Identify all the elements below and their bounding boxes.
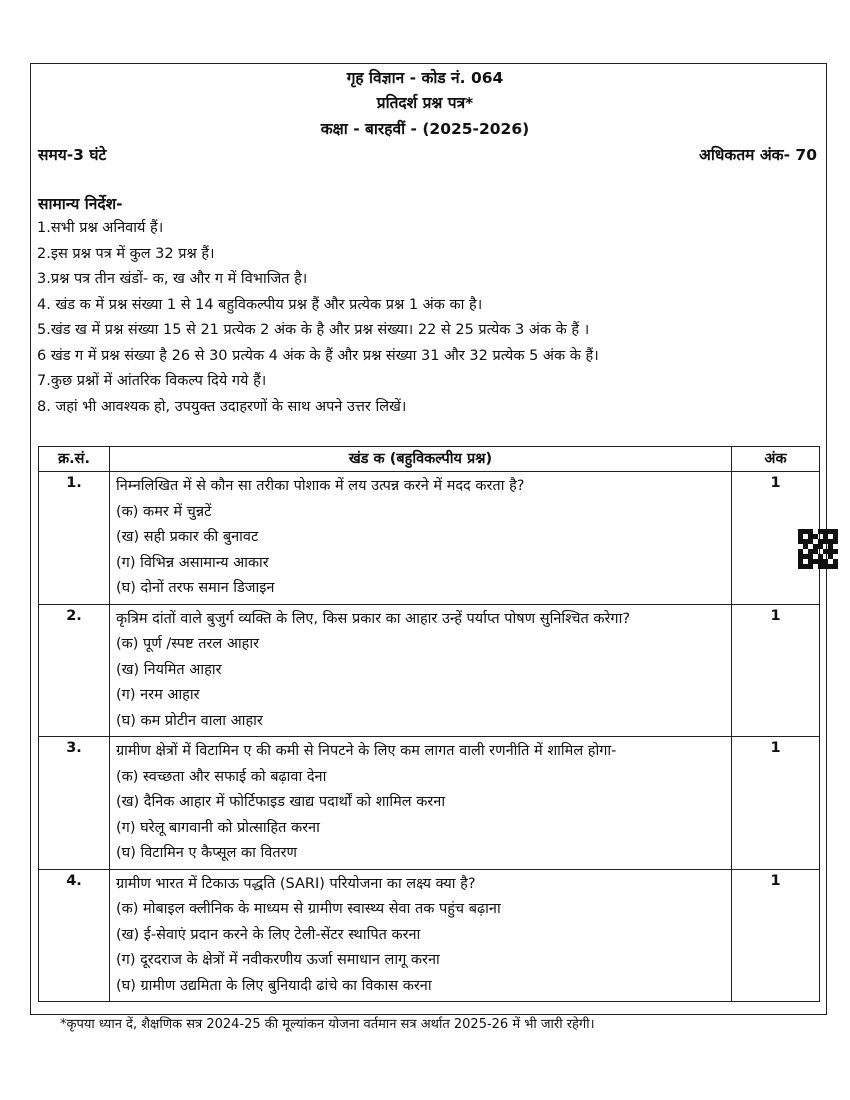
table-row — [39, 737, 820, 870]
option: (ख) दैनिक आहार में फोर्टिफाइड खाद्य पदार्थों को शामिल करना — [116, 794, 446, 810]
table-row — [39, 472, 820, 605]
option: (ख) ई-सेवाएं प्रदान करने के लिए टेली-सेंटर स्थापित करना — [116, 926, 421, 943]
question-cell — [110, 737, 732, 870]
option: (ग) विभिन्न असामान्य आकार — [116, 554, 269, 571]
instruction-item: 2.इस प्रश्न पत्र में कुल 32 प्रश्न हैं। — [37, 245, 215, 262]
option: (ग) घरेलू बागवानी को प्रोत्साहित करना — [116, 819, 320, 836]
option: (घ) ग्रामीण उद्यमिता के लिए बुनियादी ढांचे का विकास करना — [116, 977, 432, 994]
paper-type: प्रतिदर्श प्रश्न पत्र* — [376, 94, 474, 112]
option: (ख) नियमित आहार — [116, 661, 222, 678]
option: (क) कमर में चुन्नटें — [116, 503, 212, 520]
question-number: 3. — [39, 737, 110, 870]
option: (क) मोबाइल क्लीनिक के माध्यम से ग्रामीण स्वास्थ्य सेवा तक पहुंच बढ़ाना — [116, 901, 501, 917]
time-allowed: समय-3 घंटे — [38, 146, 107, 164]
question-text: निम्नलिखित में से कौन सा तरीका पोशाक में लय उत्पन्न करने में मदद करता है? — [116, 478, 525, 494]
option: (ख) सही प्रकार की बुनावट — [116, 529, 259, 545]
question-number: 1. — [39, 472, 110, 605]
question-marks: 1 — [732, 604, 820, 737]
col-header-section: खंड क (बहुविकल्पीय प्रश्न) — [110, 447, 732, 472]
option: (घ) दोनों तरफ समान डिजाइन — [116, 580, 275, 596]
option: (ग) दूरदराज के क्षेत्रों में नवीकरणीय ऊर्जा समाधान लागू करना — [116, 952, 440, 968]
instruction-item: 7.कुछ प्रश्नों में आंतरिक विकल्प दिये गये हैं। — [37, 373, 267, 389]
instruction-item: 4. खंड क में प्रश्न संख्या 1 से 14 बहुविकल्पीय प्रश्न हैं और प्रत्येक प्रश्न 1 अंक का है। — [37, 296, 483, 313]
table-row — [39, 604, 820, 737]
question-number: 2. — [39, 604, 110, 737]
instruction-item: 5.खंड ख में प्रश्न संख्या 15 से 21 प्रत्येक 2 अंक के है और प्रश्न संख्या। 22 से 25 प्रत्येक 3 अंक के हैं । — [37, 322, 590, 338]
option: (क) पूर्ण /स्पष्ट तरल आहार — [116, 636, 260, 652]
question-text: ग्रामीण क्षेत्रों में विटामिन ए की कमी से निपटने के लिए कम लागत वाली रणनीति में शामिल होगा- — [116, 743, 617, 759]
qr-code-icon — [798, 529, 838, 569]
question-marks: 1 — [732, 472, 820, 605]
max-marks: अधिकतम अंक- 70 — [699, 146, 817, 164]
col-header-serial: क्र.सं. — [39, 447, 110, 472]
question-number: 4. — [39, 869, 110, 1002]
subject-title: गृह विज्ञान - कोड नं. 064 — [346, 69, 504, 87]
option: (घ) कम प्रोटीन वाला आहार — [116, 712, 263, 729]
option: (ग) नरम आहार — [116, 687, 200, 703]
instructions-list — [37, 216, 599, 420]
instruction-item: 8. जहां भी आवश्यक हो, उपयुक्त उदाहरणों के साथ अपने उत्तर लिखें। — [37, 398, 407, 415]
question-text: ग्रामीण भारत में टिकाऊ पद्धति (SARI) परियोजना का लक्ष्य क्या है? — [116, 875, 476, 892]
table-row — [39, 869, 820, 1002]
option: (क) स्वच्छता और सफाई को बढ़ावा देना — [116, 768, 327, 785]
general-instructions-title: सामान्य निर्देश- — [38, 195, 123, 213]
class-session: कक्षा - बारहवीं - (2025-2026) — [320, 120, 530, 138]
table-header-row — [39, 447, 820, 472]
question-marks: 1 — [732, 737, 820, 870]
col-header-marks: अंक — [732, 447, 820, 472]
question-marks: 1 — [732, 869, 820, 1002]
question-text: कृत्रिम दांतों वाले बुजुर्ग व्यक्ति के लिए, किस प्रकार का आहार उन्हें पर्याप्त पोषण सुनिश्चित करेगा? — [116, 610, 631, 627]
question-cell — [110, 869, 732, 1002]
instruction-item: 6 खंड ग में प्रश्न संख्या है 26 से 30 प्रत्येक 4 अंक के हैं और प्रश्न संख्या 31 और 32 प्रत्येक 5 अंक के हैं। — [37, 347, 599, 364]
mcq-table — [38, 446, 820, 1002]
option: (घ) विटामिन ए कैप्सूल का वितरण — [116, 845, 298, 861]
footnote: *कृपया ध्यान दें, शैक्षणिक सत्र 2024-25 की मूल्यांकन योजना वर्तमान सत्र अर्थात 2025-26 में भी जारी रहेगी। — [60, 1017, 595, 1032]
question-cell — [110, 472, 732, 605]
instruction-item: 1.सभी प्रश्न अनिवार्य हैं। — [37, 220, 164, 236]
question-cell — [110, 604, 732, 737]
instruction-item: 3.प्रश्न पत्र तीन खंडों- क, ख और ग में विभाजित है। — [37, 271, 308, 287]
